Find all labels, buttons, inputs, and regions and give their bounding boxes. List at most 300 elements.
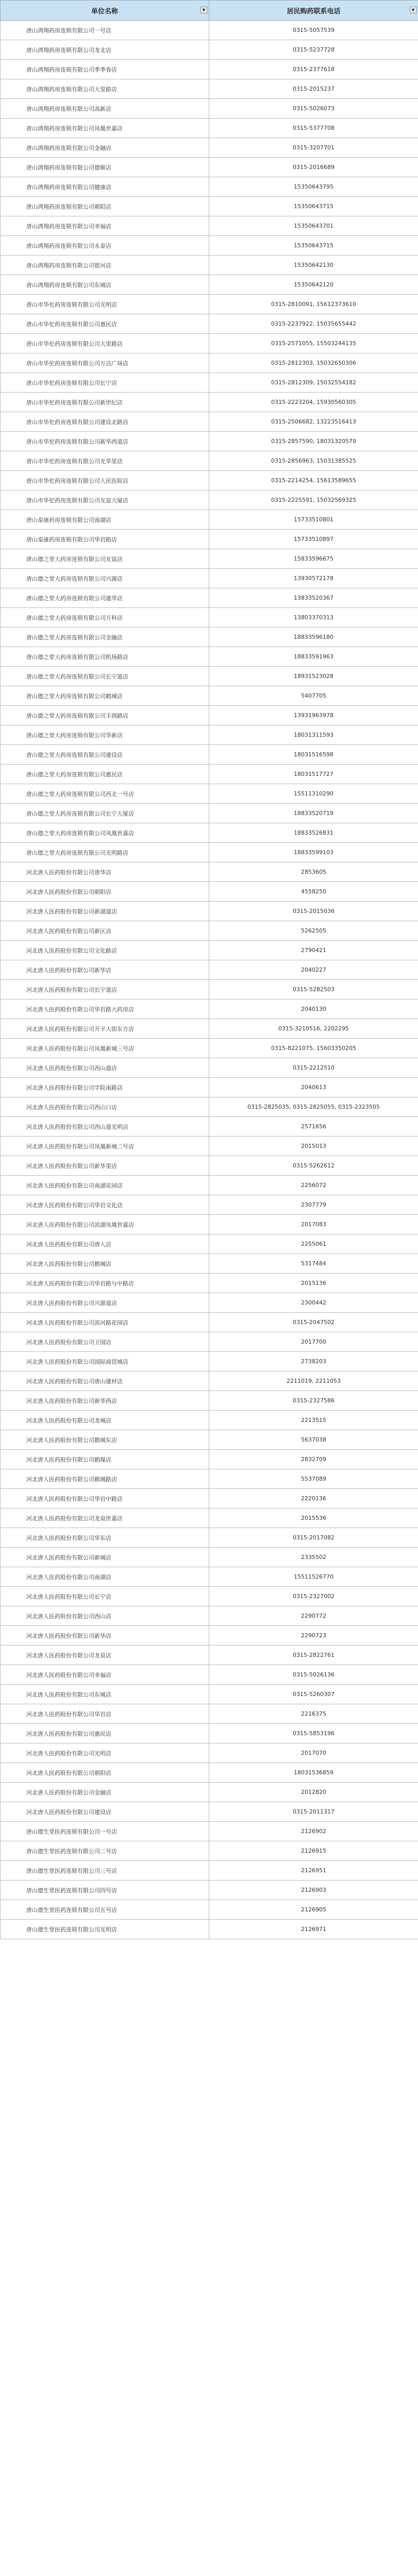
table-row xyxy=(1,353,418,373)
cell-phone[interactable]: 2213515 xyxy=(209,1411,418,1430)
cell-phone[interactable]: 15733510897 xyxy=(209,530,418,549)
table-row xyxy=(1,706,418,725)
cell-phone[interactable]: 2126905 xyxy=(209,1900,418,1920)
table-row xyxy=(1,1841,418,1861)
cell-unit-name[interactable]: 河北唐人医药股份有限公司滨河路花园店 xyxy=(1,1313,209,1332)
cell-unit-name[interactable]: 唐山德之堂大药房连锁有限公司惠民店 xyxy=(1,765,209,784)
table-row xyxy=(1,1215,418,1234)
cell-phone[interactable]: 15350642130 xyxy=(209,256,418,275)
cell-unit-name[interactable]: 河北唐人医药股份有限公司文化路店 xyxy=(1,941,209,960)
table-row xyxy=(1,1880,418,1900)
table-row xyxy=(1,1626,418,1646)
cell-unit-name[interactable]: 唐山鸿翔药房连锁有限公司东城店 xyxy=(1,275,209,295)
table-row xyxy=(1,1156,418,1176)
cell-phone[interactable]: 18031311593 xyxy=(209,725,418,745)
cell-phone[interactable]: 0315-8221075, 15603350205 xyxy=(209,1039,418,1058)
cell-unit-name[interactable]: 唐山鸿翔药房连锁有限公司健康店 xyxy=(1,177,209,197)
cell-unit-name[interactable]: 唐山鸿翔药房连锁有限公司一号店 xyxy=(1,21,209,40)
cell-phone[interactable]: 0315-3210516, 2202295 xyxy=(209,1019,418,1039)
cell-unit-name[interactable]: 唐山德之堂大药房连锁有限公司凤凰世嘉店 xyxy=(1,823,209,843)
table-row xyxy=(1,1195,418,1215)
table-row xyxy=(1,1352,418,1371)
cell-phone[interactable]: 2017083 xyxy=(209,1215,418,1234)
cell-unit-name[interactable]: 河北唐人医药股份有限公司凤凰新城三号店 xyxy=(1,1039,209,1058)
cell-phone[interactable]: 5537089 xyxy=(209,1469,418,1489)
table-row xyxy=(1,510,418,530)
table-row xyxy=(1,1234,418,1254)
cell-phone[interactable]: 0315-2015036 xyxy=(209,902,418,921)
cell-phone[interactable]: 13803370313 xyxy=(209,608,418,628)
cell-phone[interactable]: 0315-2856963, 15031385525 xyxy=(209,451,418,471)
cell-unit-name[interactable]: 河北唐人医药股份有限公司新区店 xyxy=(1,921,209,941)
cell-unit-name[interactable]: 河北唐人医药股份有限公司华岩路与中路店 xyxy=(1,1274,209,1293)
table-row xyxy=(1,843,418,862)
cell-phone[interactable]: 2832709 xyxy=(209,1450,418,1469)
cell-phone[interactable]: 2290772 xyxy=(209,1606,418,1626)
cell-phone[interactable]: 13833520367 xyxy=(209,588,418,608)
cell-phone[interactable]: 2017700 xyxy=(209,1332,418,1352)
cell-phone[interactable]: 5262505 xyxy=(209,921,418,941)
cell-unit-name[interactable]: 唐山德生堂医药连锁有限公司三号店 xyxy=(1,1861,209,1880)
table-row xyxy=(1,138,418,158)
table-row xyxy=(1,1685,418,1704)
table-row xyxy=(1,490,418,510)
table-row xyxy=(1,667,418,686)
cell-unit-name[interactable]: 唐山德之堂大药房连锁有限公司友谊店 xyxy=(1,549,209,569)
cell-unit-name[interactable]: 河北唐人医药股份有限公司西山道光明店 xyxy=(1,1117,209,1137)
cell-unit-name[interactable]: 河北唐人医药股份有限公司南湖花园店 xyxy=(1,1176,209,1195)
table-row xyxy=(1,1763,418,1783)
cell-unit-name[interactable]: 河北唐人医药股份有限公司新湖道店 xyxy=(1,902,209,921)
cell-phone[interactable]: 0315-2047502 xyxy=(209,1313,418,1332)
cell-phone[interactable]: 2211019, 2211053 xyxy=(209,1371,418,1391)
cell-phone[interactable]: 0315-2015237 xyxy=(209,79,418,99)
table-row xyxy=(1,236,418,256)
cell-unit-name[interactable]: 唐山市华佗药房连锁有限公司惠民店 xyxy=(1,314,209,334)
cell-unit-name[interactable]: 河北唐人医药股份有限公司学院南路店 xyxy=(1,1078,209,1097)
table-row xyxy=(1,960,418,980)
cell-phone[interactable]: 2126951 xyxy=(209,1861,418,1880)
table-row xyxy=(1,99,418,118)
cell-phone[interactable]: 15350643715 xyxy=(209,197,418,216)
cell-unit-name[interactable]: 河北唐人医药股份有限公司龙泉世嘉店 xyxy=(1,1509,209,1528)
cell-unit-name[interactable]: 河北唐人医药股份有限公司鹤城东店 xyxy=(1,1430,209,1450)
cell-phone[interactable]: 0315-5282503 xyxy=(209,980,418,999)
cell-phone[interactable]: 0315-5262612 xyxy=(209,1156,418,1176)
cell-unit-name[interactable]: 唐山德之堂大药房连锁有限公司建华店 xyxy=(1,588,209,608)
cell-unit-name[interactable]: 唐山德生堂医药连锁有限公司二号店 xyxy=(1,1841,209,1861)
cell-phone[interactable]: 5637038 xyxy=(209,1430,418,1450)
table-row xyxy=(1,1724,418,1743)
cell-unit-name[interactable]: 唐山鸿翔药房连锁有限公司大里路店 xyxy=(1,79,209,99)
table-row xyxy=(1,1371,418,1391)
cell-phone[interactable]: 13930572178 xyxy=(209,569,418,588)
cell-phone[interactable]: 0315-2017082 xyxy=(209,1528,418,1548)
table-row xyxy=(1,1058,418,1078)
table-row xyxy=(1,40,418,60)
cell-unit-name[interactable]: 唐山德之堂大药房连锁有限公司光明路店 xyxy=(1,843,209,862)
cell-phone[interactable]: 15511526770 xyxy=(209,1567,418,1587)
cell-phone[interactable]: 2255061 xyxy=(209,1234,418,1254)
cell-unit-name[interactable]: 唐山德之堂大药房连锁有限公司万科店 xyxy=(1,608,209,628)
table-row xyxy=(1,1039,418,1058)
cell-phone[interactable]: 15350642120 xyxy=(209,275,418,295)
table-row xyxy=(1,1137,418,1156)
table-row xyxy=(1,1411,418,1430)
cell-unit-name[interactable]: 河北唐人医药股份有限公司龙城店 xyxy=(1,1411,209,1430)
table-row xyxy=(1,530,418,549)
table-row xyxy=(1,1019,418,1039)
cell-phone[interactable]: 0315-5026073 xyxy=(209,99,418,118)
table-row xyxy=(1,451,418,471)
cell-phone[interactable]: 2571656 xyxy=(209,1117,418,1137)
cell-phone[interactable]: 0315-5377708 xyxy=(209,118,418,138)
cell-unit-name[interactable]: 河北唐人医药股份有限公司西山口店 xyxy=(1,1097,209,1117)
table-row xyxy=(1,686,418,706)
cell-phone[interactable]: 0315-5026136 xyxy=(209,1665,418,1685)
table-row xyxy=(1,314,418,334)
cell-phone[interactable]: 0315-5853196 xyxy=(209,1724,418,1743)
cell-unit-name[interactable]: 唐山德生堂医药连锁有限公司光明店 xyxy=(1,1920,209,1939)
cell-unit-name[interactable]: 河北唐人医药股份有限公司卫国店 xyxy=(1,1332,209,1352)
cell-unit-name[interactable]: 河北唐人医药股份有限公司长宁道店 xyxy=(1,980,209,999)
table-row xyxy=(1,295,418,314)
table-row xyxy=(1,1450,418,1469)
cell-phone[interactable]: 5407705 xyxy=(209,686,418,706)
cell-unit-name[interactable]: 河北唐人医药股份有限公司滨湖凤凰世嘉店 xyxy=(1,1215,209,1234)
cell-phone[interactable]: 13931963978 xyxy=(209,706,418,725)
table-row xyxy=(1,725,418,745)
cell-phone[interactable]: 2015536 xyxy=(209,1509,418,1528)
table-row xyxy=(1,256,418,275)
table-row xyxy=(1,1920,418,1939)
cell-unit-name[interactable]: 唐山市华佗药房连锁有限公司人民医院店 xyxy=(1,471,209,490)
table-row xyxy=(1,216,418,236)
cell-phone[interactable]: 0315-5057539 xyxy=(209,21,418,40)
cell-unit-name[interactable]: 河北唐人医药股份有限公司华岩文化店 xyxy=(1,1195,209,1215)
table-row xyxy=(1,177,418,197)
cell-phone[interactable]: 18931523028 xyxy=(209,667,418,686)
cell-phone[interactable]: 2126915 xyxy=(209,1841,418,1861)
cell-phone[interactable]: 18833520719 xyxy=(209,804,418,823)
cell-phone[interactable]: 2790421 xyxy=(209,941,418,960)
cell-phone[interactable]: 18833526831 xyxy=(209,823,418,843)
cell-unit-name[interactable]: 河北唐人医药股份有限公司朝阳店 xyxy=(1,882,209,902)
cell-unit-name[interactable]: 唐山德之堂大药房连锁有限公司丰润路店 xyxy=(1,706,209,725)
cell-unit-name[interactable]: 唐山德之堂大药房连锁有限公司建设店 xyxy=(1,745,209,765)
table-row xyxy=(1,1548,418,1567)
table-row xyxy=(1,921,418,941)
table-row xyxy=(1,628,418,647)
cell-phone[interactable]: 2040613 xyxy=(209,1078,418,1097)
table-row xyxy=(1,1743,418,1763)
cell-phone[interactable]: 0315-2214254, 15613589655 xyxy=(209,471,418,490)
cell-phone[interactable]: 15833596675 xyxy=(209,549,418,569)
cell-phone[interactable]: 18031536859 xyxy=(209,1763,418,1783)
table-row xyxy=(1,569,418,588)
table-row xyxy=(1,1176,418,1195)
table-row xyxy=(1,941,418,960)
cell-phone[interactable]: 2015136 xyxy=(209,1274,418,1293)
cell-unit-name[interactable]: 河北唐人医药股份有限公司鹤煤店 xyxy=(1,1450,209,1469)
cell-unit-name[interactable]: 唐山市华佗药房连锁有限公司新华西道店 xyxy=(1,432,209,451)
cell-unit-name[interactable]: 河北唐人医药股份有限公司金融店 xyxy=(1,1783,209,1802)
cell-phone[interactable]: 0315-3207701 xyxy=(209,138,418,158)
table-row xyxy=(1,902,418,921)
cell-unit-name[interactable]: 河北唐人医药股份有限公司鹤城店 xyxy=(1,1254,209,1274)
table-row xyxy=(1,79,418,99)
cell-phone[interactable]: 0315-2812309, 15032554182 xyxy=(209,373,418,393)
cell-phone[interactable]: 2126903 xyxy=(209,1880,418,1900)
cell-phone[interactable]: 0315-2377618 xyxy=(209,60,418,79)
table-row xyxy=(1,1528,418,1548)
cell-phone[interactable]: 0315-2822761 xyxy=(209,1646,418,1665)
cell-unit-name[interactable]: 河北唐人医药股份有限公司龙泉店 xyxy=(1,1646,209,1665)
table-row xyxy=(1,882,418,902)
table-row xyxy=(1,1078,418,1097)
cell-unit-name[interactable]: 唐山泰康药房连锁有限公司南湖店 xyxy=(1,510,209,530)
cell-unit-name[interactable]: 唐山泰康药房连锁有限公司华岩路店 xyxy=(1,530,209,549)
table-row xyxy=(1,1861,418,1880)
cell-phone[interactable]: 2738203 xyxy=(209,1352,418,1371)
cell-unit-name[interactable]: 唐山市华佗药房连锁有限公司长宁店 xyxy=(1,373,209,393)
table-row xyxy=(1,1332,418,1352)
table-row xyxy=(1,999,418,1019)
cell-unit-name[interactable]: 河北唐人医药股份有限公司凤凰新城二号店 xyxy=(1,1137,209,1156)
table-row xyxy=(1,118,418,138)
table-row xyxy=(1,412,418,432)
table-row xyxy=(1,765,418,784)
cell-phone[interactable]: 2307779 xyxy=(209,1195,418,1215)
cell-unit-name[interactable]: 唐山市华佗药房连锁有限公司万达广场店 xyxy=(1,353,209,373)
table-row xyxy=(1,1117,418,1137)
cell-unit-name[interactable]: 河北唐人医药股份有限公司光明店 xyxy=(1,1743,209,1763)
chevron-down-icon[interactable]: ▼ xyxy=(200,7,207,13)
table-row xyxy=(1,1783,418,1802)
table-row xyxy=(1,784,418,804)
cell-unit-name[interactable]: 河北唐人医药股份有限公司建设店 xyxy=(1,1802,209,1822)
table-row xyxy=(1,1469,418,1489)
table-row xyxy=(1,823,418,843)
cell-phone[interactable]: 2220136 xyxy=(209,1489,418,1509)
table-row xyxy=(1,1900,418,1920)
cell-phone[interactable]: 2126902 xyxy=(209,1822,418,1841)
cell-phone[interactable]: 0315-2571055, 15503244135 xyxy=(209,334,418,353)
cell-unit-name[interactable]: 唐山鸿翔药房连锁有限公司银河店 xyxy=(1,256,209,275)
cell-phone[interactable]: 0315-2223204, 15930560305 xyxy=(209,393,418,412)
cell-unit-name[interactable]: 唐山鸿翔药房连锁有限公司德顺店 xyxy=(1,158,209,177)
cell-unit-name[interactable]: 唐山市华佗药房连锁有限公司新世纪店 xyxy=(1,393,209,412)
table-row xyxy=(1,158,418,177)
cell-phone[interactable]: 0315-2825035, 0315-2825055, 0315-2323505 xyxy=(209,1097,418,1117)
cell-unit-name[interactable]: 河北唐人医药股份有限公司西山道店 xyxy=(1,1058,209,1078)
cell-phone[interactable]: 15350643715 xyxy=(209,236,418,256)
cell-phone[interactable]: 0315-2327586 xyxy=(209,1391,418,1411)
cell-unit-name[interactable]: 河北唐人医药股份有限公司新华店 xyxy=(1,1626,209,1646)
cell-phone[interactable]: 0315-2857590, 18031320579 xyxy=(209,432,418,451)
column-header-name xyxy=(1,1,209,21)
cell-unit-name[interactable]: 唐山鸿翔药房连锁有限公司季季春店 xyxy=(1,60,209,79)
cell-phone[interactable]: 18833591963 xyxy=(209,647,418,667)
cell-phone[interactable]: 0315-2011317 xyxy=(209,1802,418,1822)
cell-phone[interactable]: 2300442 xyxy=(209,1293,418,1313)
cell-phone[interactable]: 0315-5260307 xyxy=(209,1685,418,1704)
table-row xyxy=(1,804,418,823)
cell-unit-name[interactable]: 河北唐人医药股份有限公司惠民店 xyxy=(1,1724,209,1743)
table-row xyxy=(1,1391,418,1411)
cell-unit-name[interactable]: 唐山德之堂大药房连锁有限公司机场路店 xyxy=(1,647,209,667)
cell-phone[interactable]: 0315-2016689 xyxy=(209,158,418,177)
cell-phone[interactable]: 2012820 xyxy=(209,1783,418,1802)
cell-unit-name[interactable]: 唐山市华佗药房连锁有限公司大里路店 xyxy=(1,334,209,353)
cell-unit-name[interactable]: 河北唐人医药股份有限公司华岩中路店 xyxy=(1,1489,209,1509)
cell-phone[interactable]: 0315-2327002 xyxy=(209,1587,418,1606)
table-row xyxy=(1,588,418,608)
cell-unit-name[interactable]: 唐山鸿翔药房连锁有限公司永泰店 xyxy=(1,236,209,256)
cell-unit-name[interactable]: 唐山德之堂大药房连锁有限公司西北一号店 xyxy=(1,784,209,804)
cell-unit-name[interactable]: 河北唐人医药股份有限公司东城店 xyxy=(1,1685,209,1704)
cell-unit-name[interactable]: 唐山鸿翔药房连锁有限公司金融店 xyxy=(1,138,209,158)
header-row xyxy=(1,1,418,21)
cell-phone[interactable]: 2126971 xyxy=(209,1920,418,1939)
table-row xyxy=(1,1567,418,1587)
cell-unit-name[interactable]: 唐山鸿翔药房连锁有限公司幸福店 xyxy=(1,216,209,236)
table-row xyxy=(1,373,418,393)
table-row xyxy=(1,197,418,216)
cell-unit-name[interactable]: 唐山德之堂大药房连锁有限公司鹤城店 xyxy=(1,686,209,706)
table-row xyxy=(1,1293,418,1313)
cell-unit-name[interactable]: 唐山市华佗药房连锁有限公司建设北路店 xyxy=(1,412,209,432)
table-row xyxy=(1,1606,418,1626)
cell-phone[interactable]: 18031516598 xyxy=(209,745,418,765)
cell-unit-name[interactable]: 唐山市华佗药房连锁有限公司友谊大厦店 xyxy=(1,490,209,510)
cell-phone[interactable]: 2335502 xyxy=(209,1548,418,1567)
column-header-name-label: 单位名称 xyxy=(91,7,118,15)
table-row xyxy=(1,275,418,295)
cell-phone[interactable]: 4558250 xyxy=(209,882,418,902)
cell-phone[interactable]: 5317484 xyxy=(209,1254,418,1274)
cell-unit-name[interactable]: 河北唐人医药股份有限公司唐山建材店 xyxy=(1,1371,209,1391)
cell-unit-name[interactable]: 河北唐人医药股份有限公司华岩店 xyxy=(1,1704,209,1724)
cell-unit-name[interactable]: 河北唐人医药股份有限公司南湖店 xyxy=(1,1567,209,1587)
cell-unit-name[interactable]: 河北唐人医药股份有限公司唐华店 xyxy=(1,862,209,882)
cell-unit-name[interactable]: 河北唐人医药股份有限公司华岩路大药房店 xyxy=(1,999,209,1019)
cell-phone[interactable]: 2256072 xyxy=(209,1176,418,1195)
cell-unit-name[interactable]: 唐山德之堂大药房连锁有限公司兴源店 xyxy=(1,569,209,588)
cell-unit-name[interactable]: 唐山德之堂大药房连锁有限公司长宁大厦店 xyxy=(1,804,209,823)
table-row xyxy=(1,471,418,490)
cell-unit-name[interactable]: 河北唐人医药股份有限公司朝阳店 xyxy=(1,1763,209,1783)
cell-phone[interactable]: 15733510801 xyxy=(209,510,418,530)
cell-unit-name[interactable]: 河北唐人医药股份有限公司兴源道店 xyxy=(1,1293,209,1313)
cell-phone[interactable]: 15511310290 xyxy=(209,784,418,804)
cell-unit-name[interactable]: 唐山市华佗药房连锁有限公司光华里店 xyxy=(1,451,209,471)
table-row xyxy=(1,1489,418,1509)
table-row xyxy=(1,1665,418,1685)
cell-phone[interactable]: 18833596180 xyxy=(209,628,418,647)
table-row xyxy=(1,1822,418,1841)
cell-unit-name[interactable]: 河北唐人医药股份有限公司国际商贸城店 xyxy=(1,1352,209,1371)
cell-phone[interactable]: 2216375 xyxy=(209,1704,418,1724)
cell-unit-name[interactable]: 河北唐人医药股份有限公司新华西店 xyxy=(1,1391,209,1411)
table-body xyxy=(1,21,418,1939)
table-row xyxy=(1,647,418,667)
table-row xyxy=(1,1509,418,1528)
chevron-down-icon[interactable]: ▼ xyxy=(410,7,416,13)
cell-unit-name[interactable]: 唐山德之堂大药房连锁有限公司金融店 xyxy=(1,628,209,647)
cell-unit-name[interactable]: 唐山鸿翔药房连锁有限公司高新店 xyxy=(1,99,209,118)
cell-unit-name[interactable]: 唐山鸿翔药房连锁有限公司朝阳店 xyxy=(1,197,209,216)
cell-unit-name[interactable]: 唐山鸿翔药房连锁有限公司龙北店 xyxy=(1,40,209,60)
cell-phone[interactable]: 2040227 xyxy=(209,960,418,980)
table-row xyxy=(1,1430,418,1450)
cell-phone[interactable]: 0315-2212510 xyxy=(209,1058,418,1078)
cell-unit-name[interactable]: 河北唐人医药股份有限公司新华店 xyxy=(1,960,209,980)
cell-unit-name[interactable]: 河北唐人医药股份有限公司新城店 xyxy=(1,1548,209,1567)
cell-phone[interactable]: 0315-2225591, 15032569325 xyxy=(209,490,418,510)
cell-phone[interactable]: 2017070 xyxy=(209,1743,418,1763)
cell-unit-name[interactable]: 河北唐人医药股份有限公司长宁店 xyxy=(1,1587,209,1606)
column-header-phone-label: 居民购药联系电话 xyxy=(287,7,341,15)
table-row xyxy=(1,608,418,628)
cell-phone[interactable]: 18833599103 xyxy=(209,843,418,862)
table-row xyxy=(1,60,418,79)
table-row xyxy=(1,1802,418,1822)
table-row xyxy=(1,1646,418,1665)
cell-unit-name[interactable]: 河北唐人医药股份有限公司幸福店 xyxy=(1,1665,209,1685)
cell-unit-name[interactable]: 唐山市华佗药房连锁有限公司光明店 xyxy=(1,295,209,314)
cell-phone[interactable]: 18031517727 xyxy=(209,765,418,784)
table-row xyxy=(1,334,418,353)
table-row xyxy=(1,862,418,882)
cell-phone[interactable]: 15350643795 xyxy=(209,177,418,197)
cell-unit-name[interactable]: 河北唐人医药股份有限公司新华里店 xyxy=(1,1156,209,1176)
cell-phone[interactable]: 2290723 xyxy=(209,1626,418,1646)
cell-unit-name[interactable]: 唐山德生堂医药连锁有限公司五号店 xyxy=(1,1900,209,1920)
cell-unit-name[interactable]: 唐山德之堂大药房连锁有限公司长宁道店 xyxy=(1,667,209,686)
cell-unit-name[interactable]: 河北唐人医药股份有限公司唐人店 xyxy=(1,1234,209,1254)
cell-unit-name[interactable]: 河北唐人医药股份有限公司华东店 xyxy=(1,1528,209,1548)
cell-phone[interactable]: 0315-2506682, 13223516413 xyxy=(209,412,418,432)
cell-phone[interactable]: 0315-2812303, 15032650306 xyxy=(209,353,418,373)
cell-phone[interactable]: 0315-2810091, 15612373610 xyxy=(209,295,418,314)
table-row xyxy=(1,1274,418,1293)
cell-unit-name[interactable]: 河北唐人医药股份有限公司西山店 xyxy=(1,1606,209,1626)
cell-phone[interactable]: 2040130 xyxy=(209,999,418,1019)
cell-phone[interactable]: 0315-2237922, 15035655442 xyxy=(209,314,418,334)
cell-unit-name[interactable]: 唐山鸿翔药房连锁有限公司凤凰世嘉店 xyxy=(1,118,209,138)
table-row xyxy=(1,1254,418,1274)
table-row xyxy=(1,1313,418,1332)
table-row xyxy=(1,980,418,999)
cell-phone[interactable]: 2015013 xyxy=(209,1137,418,1156)
table-row xyxy=(1,549,418,569)
table-row xyxy=(1,1587,418,1606)
cell-unit-name[interactable]: 唐山德生堂医药连锁有限公司一号店 xyxy=(1,1822,209,1841)
table-row xyxy=(1,432,418,451)
cell-phone[interactable]: 2853605 xyxy=(209,862,418,882)
cell-phone[interactable]: 0315-5237728 xyxy=(209,40,418,60)
cell-unit-name[interactable]: 唐山德之堂大药房连锁有限公司华新店 xyxy=(1,725,209,745)
table-row xyxy=(1,1704,418,1724)
cell-phone[interactable]: 15350643701 xyxy=(209,216,418,236)
table-row xyxy=(1,1097,418,1117)
cell-unit-name[interactable]: 河北唐人医药股份有限公司鹤城路店 xyxy=(1,1469,209,1489)
column-header-phone xyxy=(209,1,418,21)
cell-unit-name[interactable]: 河北唐人医药股份有限公司开平大街东方店 xyxy=(1,1019,209,1039)
cell-unit-name[interactable]: 唐山德生堂医药连锁有限公司四号店 xyxy=(1,1880,209,1900)
table-row xyxy=(1,393,418,412)
